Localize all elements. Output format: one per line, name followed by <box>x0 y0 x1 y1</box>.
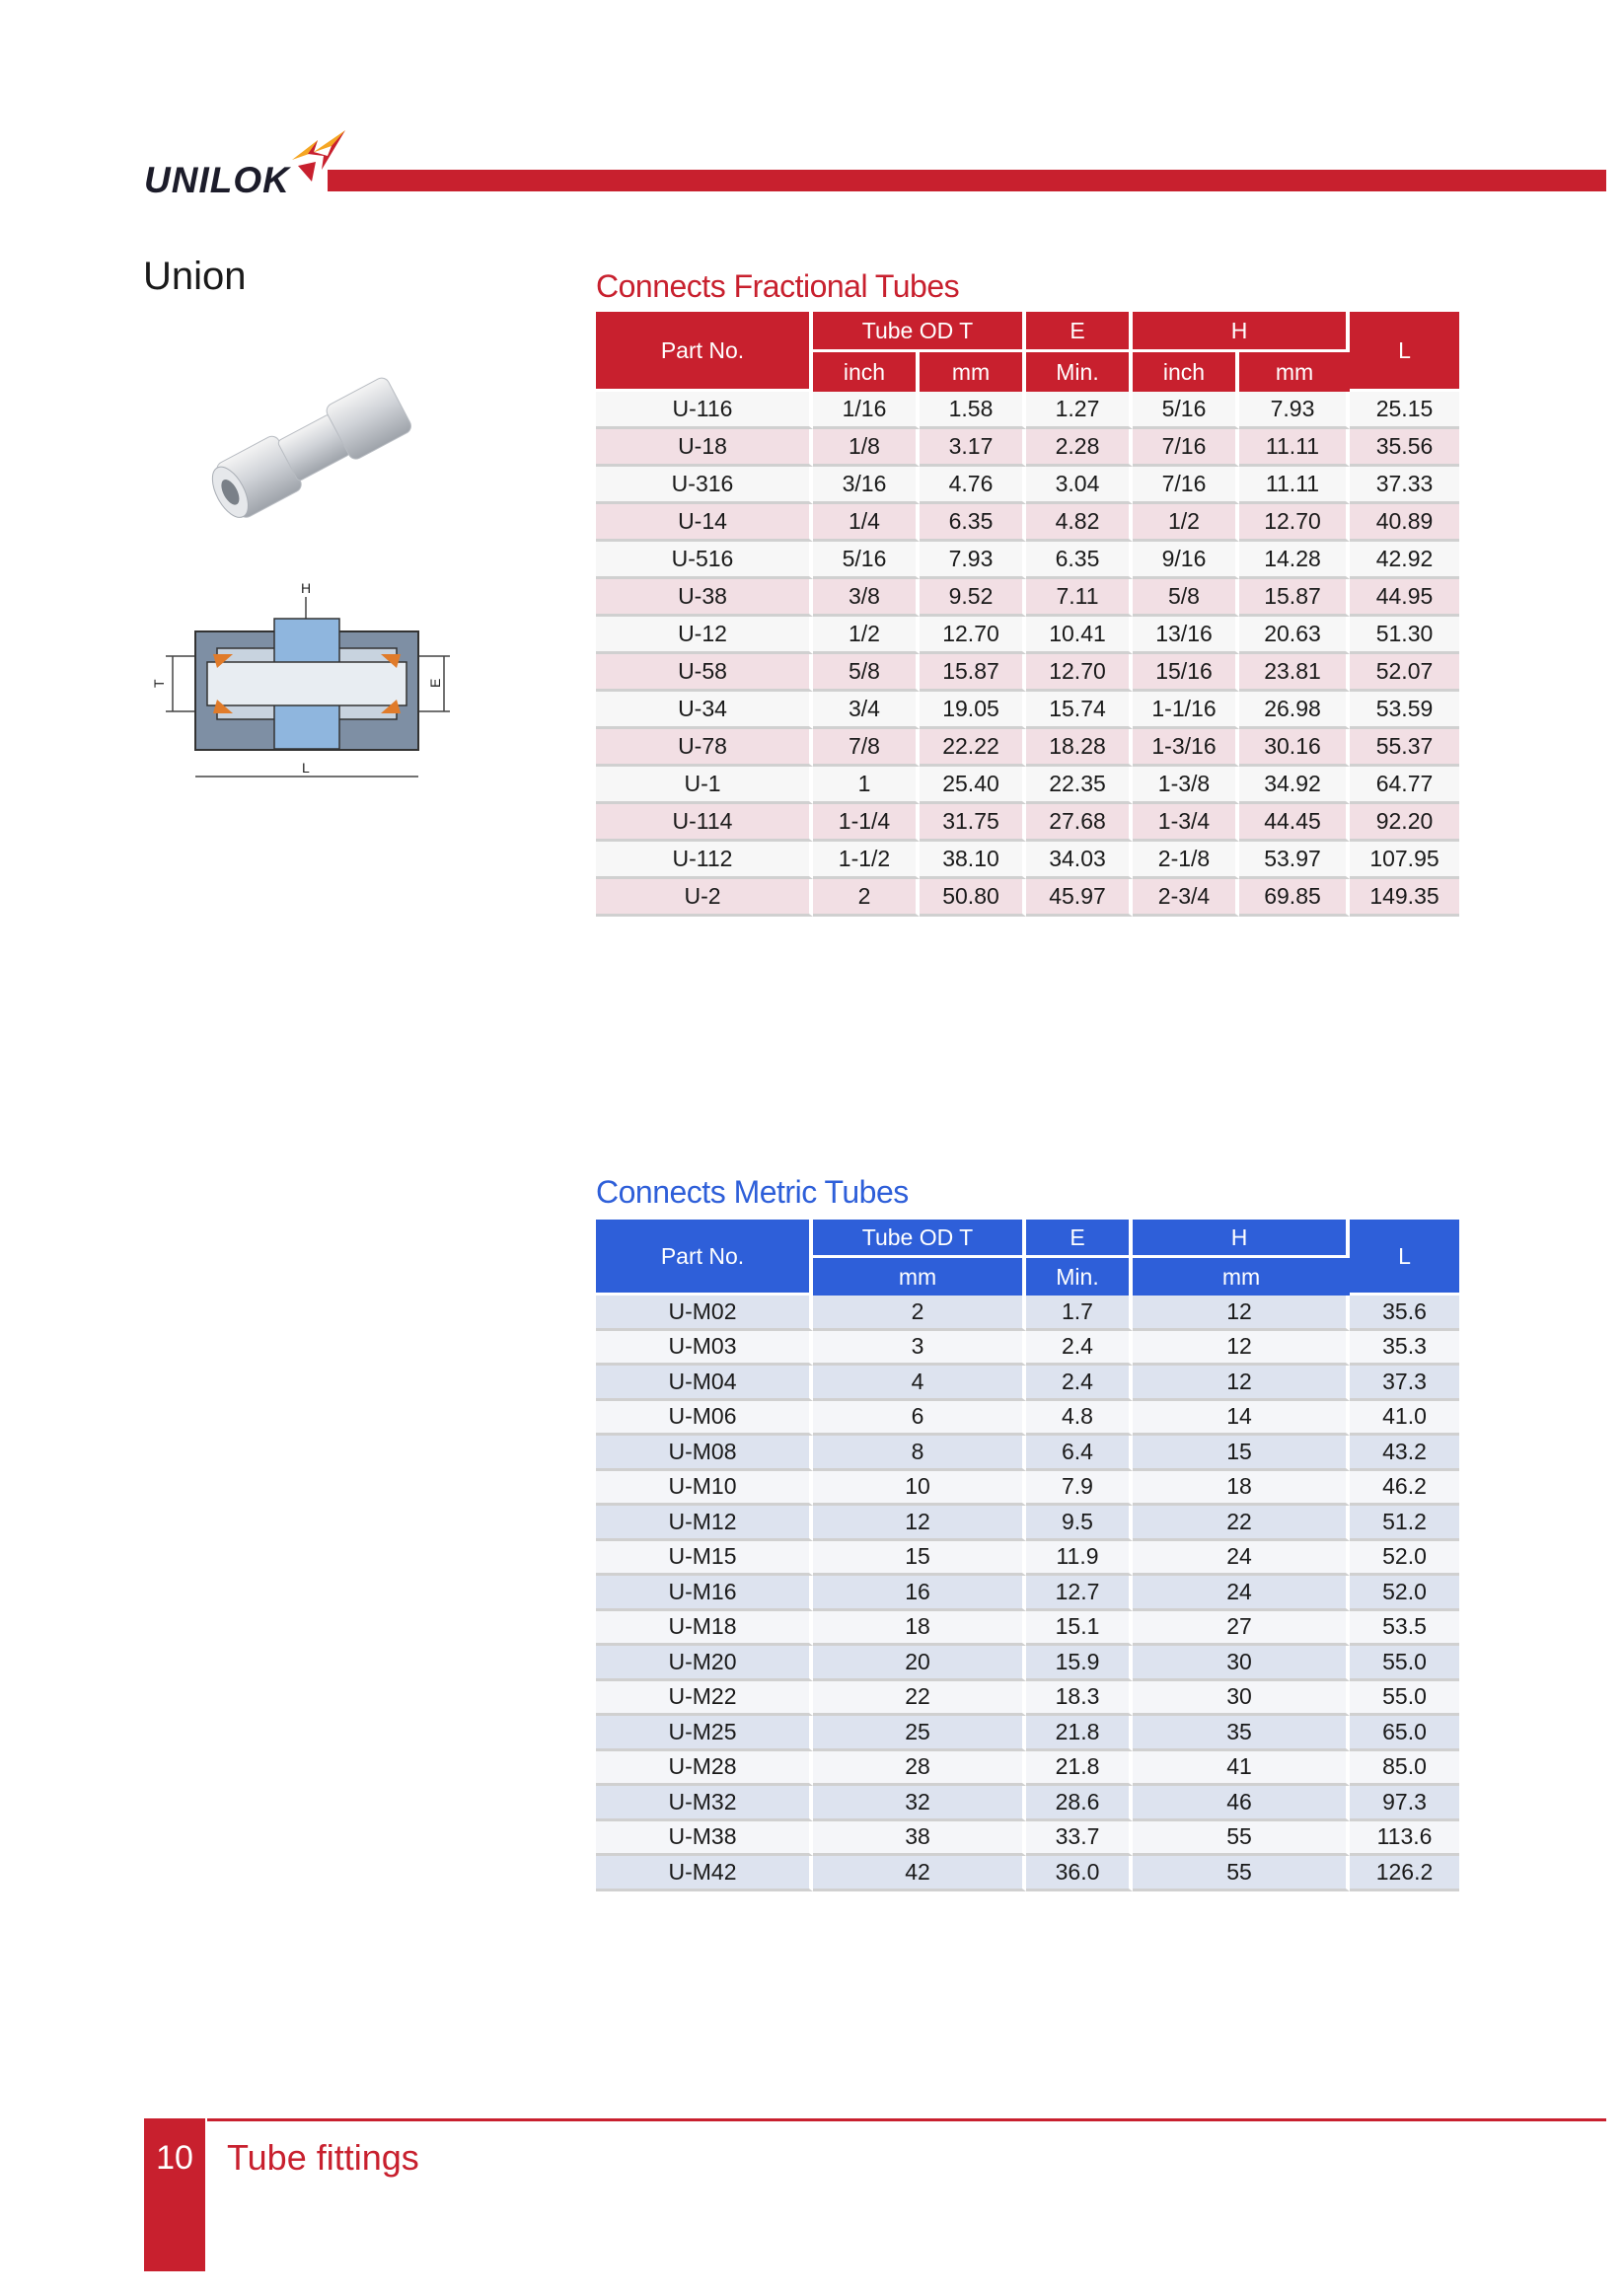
table-cell: 1.7 <box>1026 1296 1133 1331</box>
footer-red-line <box>207 2118 1606 2121</box>
table-row <box>596 504 1459 542</box>
page-number: 10 <box>156 2139 193 2177</box>
table-cell: 52.07 <box>1350 654 1459 692</box>
table-cell: 22.22 <box>920 729 1026 767</box>
table-row <box>596 1681 1459 1717</box>
table-cell: 1-1/4 <box>813 804 920 842</box>
table-cell: 40.89 <box>1350 504 1459 542</box>
table-cell: 6.35 <box>1026 542 1133 579</box>
part-number-cell: U-12 <box>596 617 813 654</box>
table-cell: 5/8 <box>1133 579 1239 617</box>
table-cell: 37.3 <box>1350 1366 1459 1401</box>
part-number-cell: U-M12 <box>596 1506 813 1541</box>
table-cell: 2.4 <box>1026 1366 1133 1401</box>
table-row <box>596 1331 1459 1367</box>
table-cell: 11.11 <box>1239 429 1350 467</box>
label-h: H <box>301 580 312 596</box>
table-cell: 45.97 <box>1026 879 1133 917</box>
table-cell: 1/4 <box>813 504 920 542</box>
table-cell: 43.2 <box>1350 1436 1459 1471</box>
part-number-cell: U-M04 <box>596 1366 813 1401</box>
table-cell: 4.82 <box>1026 504 1133 542</box>
table-cell: 97.3 <box>1350 1786 1459 1821</box>
col-e: E <box>1026 1220 1133 1258</box>
table-row <box>596 467 1459 504</box>
table-cell: 1.58 <box>920 392 1026 429</box>
metric-section-title: Connects Metric Tubes <box>596 1174 909 1210</box>
table-row <box>596 1471 1459 1507</box>
table-cell: 35 <box>1133 1716 1350 1751</box>
table-row <box>596 1436 1459 1471</box>
table-cell: 28 <box>813 1751 1026 1787</box>
table-cell: 13/16 <box>1133 617 1239 654</box>
table-cell: 53.5 <box>1350 1611 1459 1647</box>
table-cell: 53.97 <box>1239 842 1350 879</box>
table-cell: 23.81 <box>1239 654 1350 692</box>
table-cell: 7/16 <box>1133 467 1239 504</box>
table-cell: 12.70 <box>1026 654 1133 692</box>
table-cell: 14.28 <box>1239 542 1350 579</box>
fractional-section-title: Connects Fractional Tubes <box>596 268 960 304</box>
union-dimension-drawing <box>148 577 464 789</box>
sub-min: Min. <box>1026 1258 1133 1296</box>
table-cell: 33.7 <box>1026 1821 1133 1857</box>
table-cell: 1-3/16 <box>1133 729 1239 767</box>
table-cell: 11.9 <box>1026 1541 1133 1577</box>
table-cell: 35.56 <box>1350 429 1459 467</box>
table-cell: 12.70 <box>920 617 1026 654</box>
table-cell: 18.28 <box>1026 729 1133 767</box>
label-t: T <box>151 679 167 688</box>
table-cell: 2 <box>813 879 920 917</box>
col-part-no: Part No. <box>596 1220 813 1296</box>
table-row <box>596 692 1459 729</box>
table-cell: 12 <box>813 1506 1026 1541</box>
table-cell: 55.0 <box>1350 1681 1459 1717</box>
sub-tube-mm: mm <box>813 1258 1026 1296</box>
part-number-cell: U-M28 <box>596 1751 813 1787</box>
table-cell: 24 <box>1133 1541 1350 1577</box>
table-cell: 25.15 <box>1350 392 1459 429</box>
col-tube-od: Tube OD T <box>813 312 1026 352</box>
table-cell: 51.2 <box>1350 1506 1459 1541</box>
table-row <box>596 1716 1459 1751</box>
table-cell: 9.5 <box>1026 1506 1133 1541</box>
part-number-cell: U-M38 <box>596 1821 813 1857</box>
table-cell: 1/2 <box>1133 504 1239 542</box>
table-cell: 1-3/8 <box>1133 767 1239 804</box>
part-number-cell: U-M16 <box>596 1576 813 1611</box>
table-cell: 2-3/4 <box>1133 879 1239 917</box>
table-cell: 85.0 <box>1350 1751 1459 1787</box>
sub-min: Min. <box>1026 352 1133 392</box>
table-cell: 27.68 <box>1026 804 1133 842</box>
label-e: E <box>427 678 443 688</box>
part-number-cell: U-34 <box>596 692 813 729</box>
part-number-cell: U-2 <box>596 879 813 917</box>
table-row <box>596 1401 1459 1437</box>
sub-h-inch: inch <box>1133 352 1239 392</box>
table-row <box>596 804 1459 842</box>
part-number-cell: U-M02 <box>596 1296 813 1331</box>
table-row <box>596 654 1459 692</box>
sub-h-mm: mm <box>1239 352 1350 392</box>
part-number-cell: U-316 <box>596 467 813 504</box>
table-cell: 6 <box>813 1401 1026 1437</box>
table-cell: 38.10 <box>920 842 1026 879</box>
table-cell: 15.1 <box>1026 1611 1133 1647</box>
table-cell: 46 <box>1133 1786 1350 1821</box>
col-e: E <box>1026 312 1133 352</box>
sub-h-mm: mm <box>1133 1258 1350 1296</box>
table-cell: 30 <box>1133 1646 1350 1681</box>
table-cell: 64.77 <box>1350 767 1459 804</box>
part-number-cell: U-M42 <box>596 1856 813 1891</box>
col-l: L <box>1350 312 1459 392</box>
table-row <box>596 1366 1459 1401</box>
logo-wordmark: UNILOK <box>144 160 290 200</box>
table-cell: 1/2 <box>813 617 920 654</box>
table-cell: 5/16 <box>813 542 920 579</box>
table-cell: 42 <box>813 1856 1026 1891</box>
table-cell: 38 <box>813 1821 1026 1857</box>
table-cell: 1/16 <box>813 392 920 429</box>
union-fitting-photo <box>192 367 429 525</box>
table-cell: 19.05 <box>920 692 1026 729</box>
part-number-cell: U-M03 <box>596 1331 813 1367</box>
table-cell: 15 <box>813 1541 1026 1577</box>
table-cell: 2 <box>813 1296 1026 1331</box>
table-row <box>596 1296 1459 1331</box>
table-row <box>596 767 1459 804</box>
table-cell: 7/8 <box>813 729 920 767</box>
part-number-cell: U-58 <box>596 654 813 692</box>
table-cell: 15 <box>1133 1436 1350 1471</box>
table-cell: 7/16 <box>1133 429 1239 467</box>
footer-section-title: Tube fittings <box>227 2137 419 2178</box>
table-cell: 52.0 <box>1350 1576 1459 1611</box>
table-row <box>596 429 1459 467</box>
table-cell: 30 <box>1133 1681 1350 1717</box>
table-cell: 3.04 <box>1026 467 1133 504</box>
table-cell: 7.11 <box>1026 579 1133 617</box>
table-cell: 31.75 <box>920 804 1026 842</box>
table-cell: 26.98 <box>1239 692 1350 729</box>
table-cell: 1 <box>813 767 920 804</box>
col-h: H <box>1133 1220 1350 1258</box>
table-cell: 44.45 <box>1239 804 1350 842</box>
table-cell: 7.93 <box>920 542 1026 579</box>
table-row <box>596 842 1459 879</box>
table-row <box>596 1786 1459 1821</box>
table-cell: 51.30 <box>1350 617 1459 654</box>
table-cell: 3/8 <box>813 579 920 617</box>
table-row <box>596 1506 1459 1541</box>
unilok-logo <box>144 126 351 200</box>
table-cell: 41 <box>1133 1751 1350 1787</box>
table-cell: 15.87 <box>920 654 1026 692</box>
part-number-cell: U-112 <box>596 842 813 879</box>
table-cell: 41.0 <box>1350 1401 1459 1437</box>
col-h: H <box>1133 312 1350 352</box>
table-cell: 52.0 <box>1350 1541 1459 1577</box>
part-number-cell: U-M06 <box>596 1401 813 1437</box>
table-cell: 15.74 <box>1026 692 1133 729</box>
table-row <box>596 1751 1459 1787</box>
table-cell: 3/4 <box>813 692 920 729</box>
table-cell: 20.63 <box>1239 617 1350 654</box>
table-cell: 65.0 <box>1350 1716 1459 1751</box>
sub-mm: mm <box>920 352 1026 392</box>
part-number-cell: U-M32 <box>596 1786 813 1821</box>
fractional-tubes-table <box>596 312 1459 917</box>
table-cell: 25 <box>813 1716 1026 1751</box>
table-cell: 27 <box>1133 1611 1350 1647</box>
table-cell: 15.9 <box>1026 1646 1133 1681</box>
table-cell: 11.11 <box>1239 467 1350 504</box>
table-row <box>596 729 1459 767</box>
table-cell: 37.33 <box>1350 467 1459 504</box>
table-cell: 4 <box>813 1366 1026 1401</box>
table-cell: 55.37 <box>1350 729 1459 767</box>
table-cell: 24 <box>1133 1576 1350 1611</box>
table-cell: 22.35 <box>1026 767 1133 804</box>
part-number-cell: U-18 <box>596 429 813 467</box>
table-cell: 8 <box>813 1436 1026 1471</box>
part-number-cell: U-M15 <box>596 1541 813 1577</box>
part-number-cell: U-114 <box>596 804 813 842</box>
table-row <box>596 1646 1459 1681</box>
table-cell: 10 <box>813 1471 1026 1507</box>
table-cell: 1-1/16 <box>1133 692 1239 729</box>
table-cell: 92.20 <box>1350 804 1459 842</box>
table-row <box>596 1821 1459 1857</box>
part-number-cell: U-516 <box>596 542 813 579</box>
table-cell: 22 <box>1133 1506 1350 1541</box>
table-cell: 55 <box>1133 1821 1350 1857</box>
table-cell: 7.93 <box>1239 392 1350 429</box>
table-cell: 113.6 <box>1350 1821 1459 1857</box>
table-cell: 18.3 <box>1026 1681 1133 1717</box>
table-cell: 2.28 <box>1026 429 1133 467</box>
table-cell: 10.41 <box>1026 617 1133 654</box>
table-cell: 32 <box>813 1786 1026 1821</box>
table-cell: 1-3/4 <box>1133 804 1239 842</box>
table-cell: 20 <box>813 1646 1026 1681</box>
table-cell: 69.85 <box>1239 879 1350 917</box>
table-cell: 28.6 <box>1026 1786 1133 1821</box>
part-number-cell: U-M08 <box>596 1436 813 1471</box>
table-cell: 16 <box>813 1576 1026 1611</box>
table-row <box>596 617 1459 654</box>
table-cell: 1.27 <box>1026 392 1133 429</box>
table-cell: 25.40 <box>920 767 1026 804</box>
table-cell: 21.8 <box>1026 1751 1133 1787</box>
table-cell: 34.03 <box>1026 842 1133 879</box>
table-cell: 1-1/2 <box>813 842 920 879</box>
table-cell: 7.9 <box>1026 1471 1133 1507</box>
part-number-cell: U-38 <box>596 579 813 617</box>
table-cell: 34.92 <box>1239 767 1350 804</box>
table-cell: 6.4 <box>1026 1436 1133 1471</box>
table-cell: 30.16 <box>1239 729 1350 767</box>
table-cell: 12.70 <box>1239 504 1350 542</box>
part-number-cell: U-14 <box>596 504 813 542</box>
table-row <box>596 579 1459 617</box>
table-cell: 53.59 <box>1350 692 1459 729</box>
table-cell: 35.6 <box>1350 1296 1459 1331</box>
col-l: L <box>1350 1220 1459 1296</box>
table-cell: 22 <box>813 1681 1026 1717</box>
table-cell: 12 <box>1133 1366 1350 1401</box>
table-cell: 9.52 <box>920 579 1026 617</box>
table-cell: 44.95 <box>1350 579 1459 617</box>
table-row <box>596 879 1459 917</box>
table-cell: 107.95 <box>1350 842 1459 879</box>
table-cell: 15.87 <box>1239 579 1350 617</box>
table-cell: 18 <box>813 1611 1026 1647</box>
table-cell: 4.8 <box>1026 1401 1133 1437</box>
table-cell: 12 <box>1133 1331 1350 1367</box>
sub-inch: inch <box>813 352 920 392</box>
part-number-cell: U-M10 <box>596 1471 813 1507</box>
table-cell: 36.0 <box>1026 1856 1133 1891</box>
part-number-cell: U-116 <box>596 392 813 429</box>
label-l: L <box>302 760 310 776</box>
table-cell: 55 <box>1133 1856 1350 1891</box>
table-cell: 6.35 <box>920 504 1026 542</box>
table-row <box>596 1611 1459 1647</box>
table-cell: 3/16 <box>813 467 920 504</box>
part-number-cell: U-M20 <box>596 1646 813 1681</box>
table-row <box>596 1576 1459 1611</box>
table-cell: 5/8 <box>813 654 920 692</box>
table-cell: 21.8 <box>1026 1716 1133 1751</box>
table-cell: 2.4 <box>1026 1331 1133 1367</box>
table-cell: 14 <box>1133 1401 1350 1437</box>
table-cell: 46.2 <box>1350 1471 1459 1507</box>
table-cell: 5/16 <box>1133 392 1239 429</box>
table-row <box>596 1856 1459 1891</box>
col-tube-od: Tube OD T <box>813 1220 1026 1258</box>
table-cell: 18 <box>1133 1471 1350 1507</box>
table-cell: 1/8 <box>813 429 920 467</box>
metric-tubes-table <box>596 1220 1459 1891</box>
table-row <box>596 542 1459 579</box>
table-cell: 35.3 <box>1350 1331 1459 1367</box>
page-title: Union <box>143 255 247 298</box>
table-row <box>596 1541 1459 1577</box>
header-red-bar <box>328 170 1606 191</box>
table-row <box>596 392 1459 429</box>
table-cell: 12 <box>1133 1296 1350 1331</box>
table-cell: 2-1/8 <box>1133 842 1239 879</box>
table-cell: 42.92 <box>1350 542 1459 579</box>
part-number-cell: U-M22 <box>596 1681 813 1717</box>
table-cell: 9/16 <box>1133 542 1239 579</box>
col-part-no: Part No. <box>596 312 813 392</box>
table-cell: 3 <box>813 1331 1026 1367</box>
table-cell: 149.35 <box>1350 879 1459 917</box>
table-cell: 50.80 <box>920 879 1026 917</box>
table-cell: 3.17 <box>920 429 1026 467</box>
table-cell: 126.2 <box>1350 1856 1459 1891</box>
table-cell: 12.7 <box>1026 1576 1133 1611</box>
part-number-cell: U-1 <box>596 767 813 804</box>
part-number-cell: U-M18 <box>596 1611 813 1647</box>
table-cell: 15/16 <box>1133 654 1239 692</box>
part-number-cell: U-M25 <box>596 1716 813 1751</box>
table-cell: 55.0 <box>1350 1646 1459 1681</box>
part-number-cell: U-78 <box>596 729 813 767</box>
table-cell: 4.76 <box>920 467 1026 504</box>
